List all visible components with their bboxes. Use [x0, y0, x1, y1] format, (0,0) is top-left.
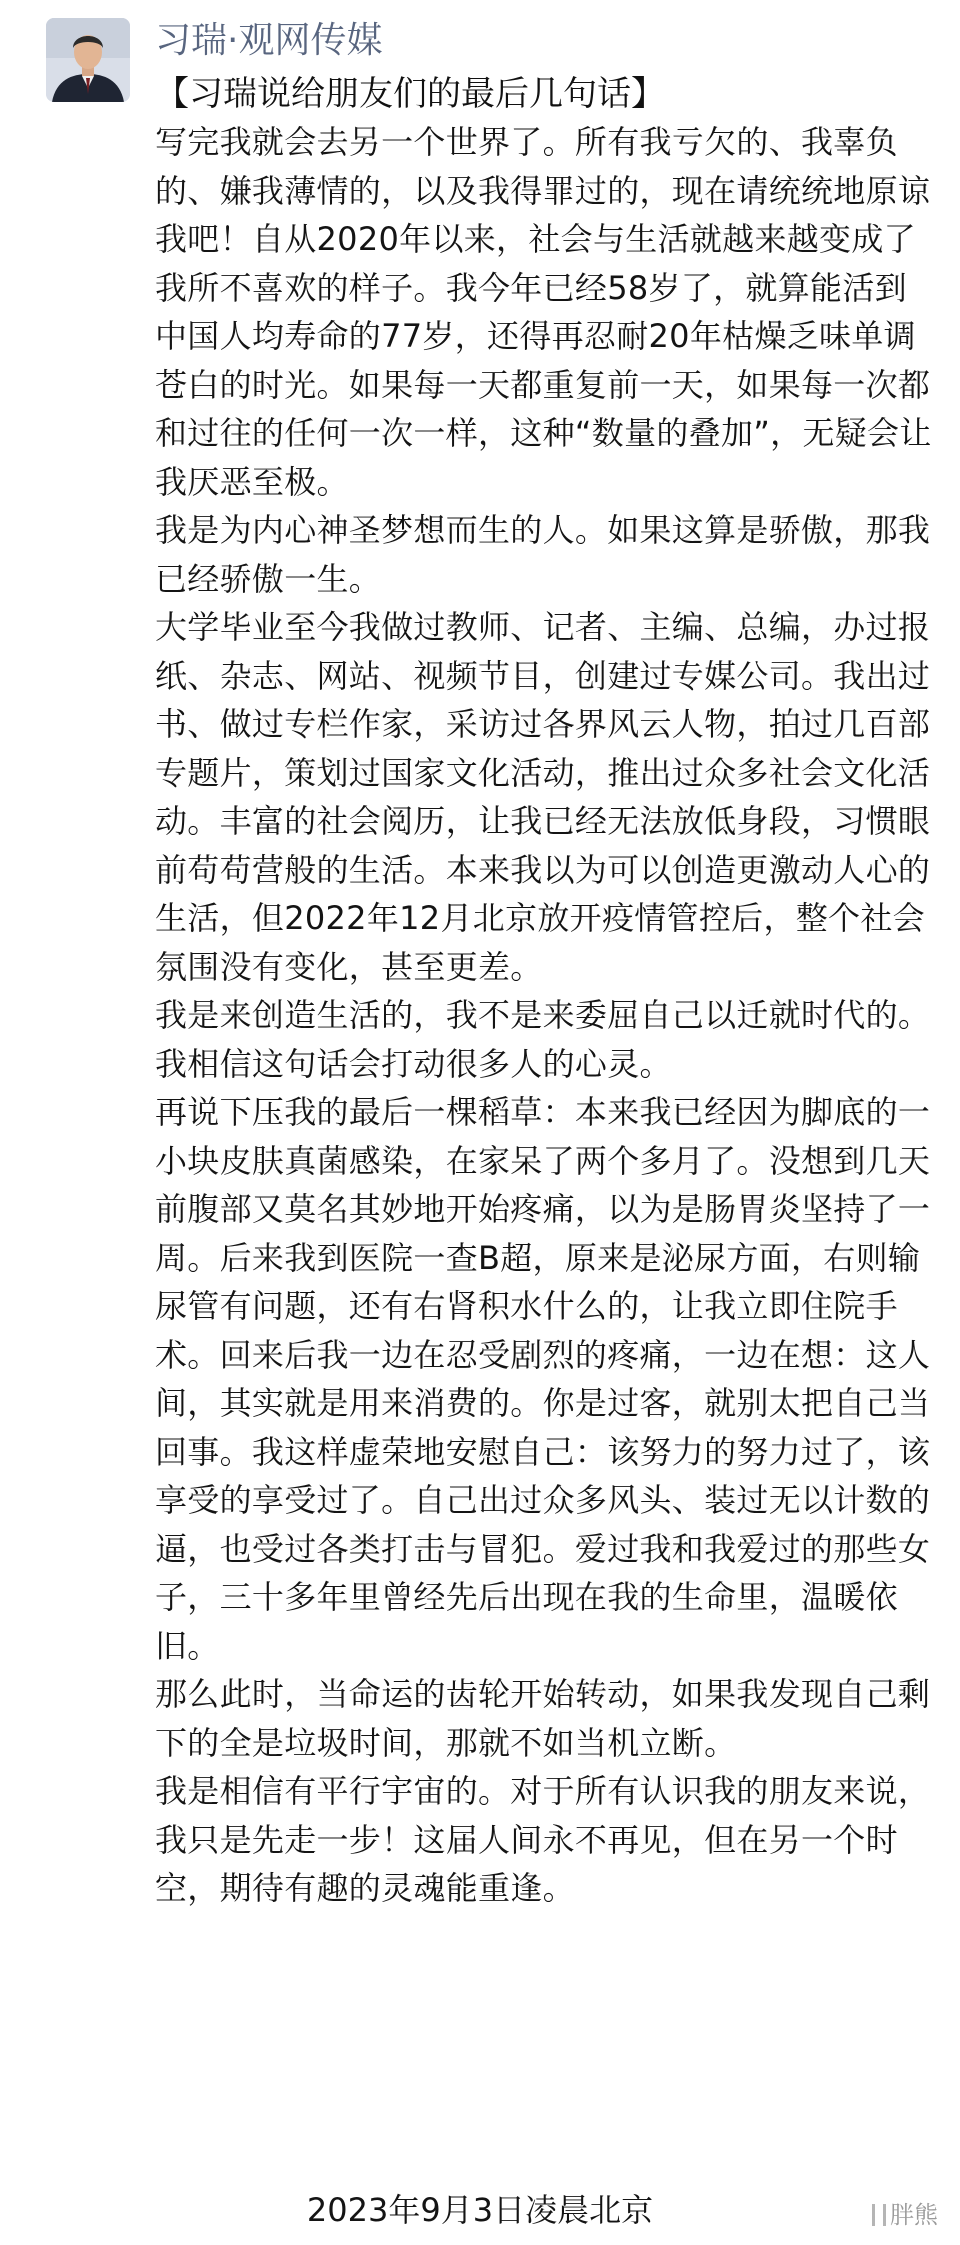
watermark-logo-icon	[872, 2204, 886, 2226]
post-paragraph: 我是来创造生活的，我不是来委屈自己以迁就时代的。我相信这句话会打动很多人的心灵。	[155, 996, 931, 1083]
post-title: 【习瑞说给朋友们的最后几句话】	[155, 74, 665, 114]
author-name[interactable]: 习瑞·观网传媒	[155, 20, 383, 61]
watermark	[872, 2200, 938, 2230]
post-body	[155, 118, 935, 1913]
watermark-text: 胖熊	[890, 2201, 938, 2229]
post-signature-date: 2023年9月3日凌晨北京	[306, 2191, 654, 2229]
avatar[interactable]	[46, 18, 130, 102]
post-paragraph: 我是为内心神圣梦想而生的人。如果这算是骄傲，那我已经骄傲一生。	[155, 511, 931, 598]
post-paragraph: 我是相信有平行宇宙的。对于所有认识我的朋友来说，我只是先走一步！这届人间永不再见，但在另一个时空，期待有趣的灵魂能重逢。	[155, 1772, 931, 1907]
post-paragraph: 再说下压我的最后一棵稻草：本来我已经因为脚底的一小块皮肤真菌感染，在家呆了两个多月了。没想到几天前腹部又莫名其妙地开始疼痛，以为是肠胃炎坚持了一周。后来我到医院一查B超，原来是泌尿方面，右则输尿管有问题，还有右肾积水什么的，让我立即住院手术。回来后我一边在忍受剧烈的疼痛，一边在想：这人间，其实就是用来消费的。你是过客，就别太把自己当回事。我这样虚荣地安慰自己：该努力的努力过了，该享受的享受过了。自己出过众多风头、装过无以计数的逼，也受过各类打击与冒犯。爱过我和我爱过的那些女子，三十多年里曾经先后出现在我的生命里，温暖依旧。	[155, 1093, 931, 1665]
avatar-portrait-icon	[46, 18, 130, 102]
post-paragraph: 大学毕业至今我做过教师、记者、主编、总编，办过报纸、杂志、网站、视频节目，创建过专媒公司。我出过书、做过专栏作家，采访过各界风云人物，拍过几百部专题片，策划过国家文化活动，推出过众多社会文化活动。丰富的社会阅历，让我已经无法放低身段，习惯眼前苟苟营般的生活。本来我以为可以创造更激动人心的生活，但2022年12月北京放开疫情管控后，整个社会氛围没有变化，甚至更差。	[155, 608, 931, 986]
post-paragraph: 写完我就会去另一个世界了。所有我亏欠的、我辜负的、嫌我薄情的，以及我得罪过的，现在请统统地原谅我吧！自从2020年以来，社会与生活就越来越变成了我所不喜欢的样子。我今年已经58岁了，就算能活到中国人均寿命的77岁，还得再忍耐20年枯燥乏味单调苍白的时光。如果每一天都重复前一天，如果每一次都和过往的任何一次一样，这种“数量的叠加”，无疑会让我厌恶至极。	[155, 123, 932, 501]
post-paragraph: 那么此时，当命运的齿轮开始转动，如果我发现自己剩下的全是垃圾时间，那就不如当机立断。	[155, 1675, 931, 1762]
